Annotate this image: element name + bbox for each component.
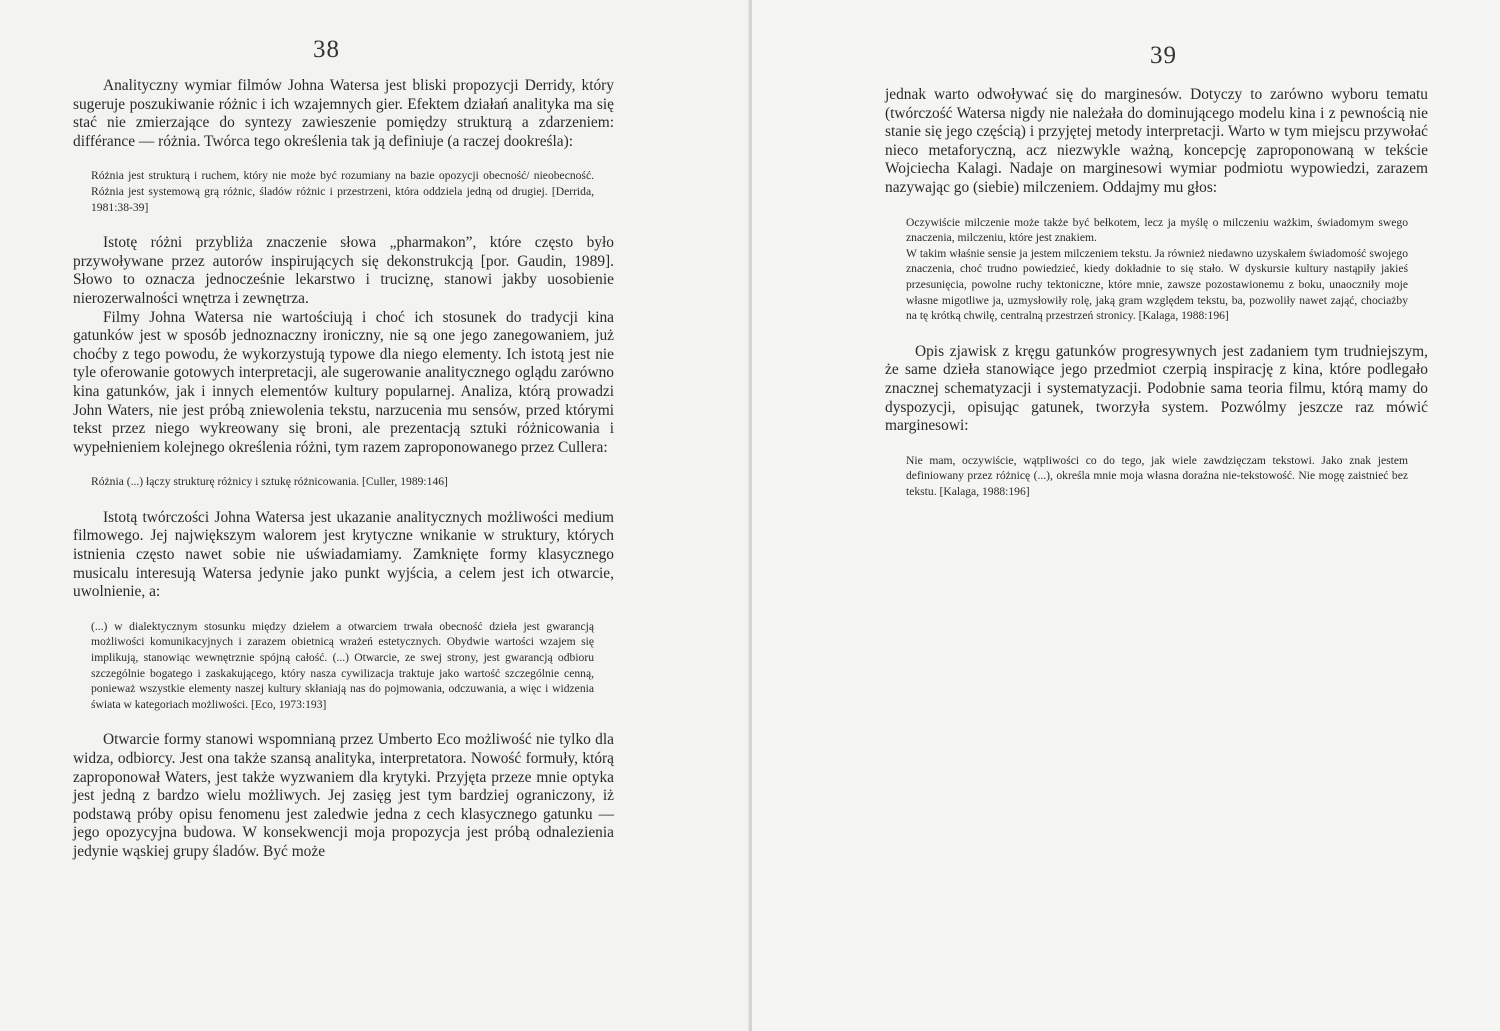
right-quote-kalaga-2-text: Nie mam, oczywiście, wątpliwości co do tego, jak wiele zawdzięczam tekstowi. Jako znak jestem definiowany przez różnicę (...), określa mnie moja własna doraźna nie-tekstowość. Nie mogę zaistnieć bez tekstu. [Kalaga, 1988:196] — [906, 453, 1408, 498]
left-paragraph-1: Analityczny wymiar filmów Johna Watersa jest bliski propozycji Derridy, który sugeruje poszukiwanie różnic i ich wzajemnych gier. Efektem działań analityka ma się stać nie zmierzające do syntezy zawieszenie pomiędzy strukturą a zdarzeniem: différance — różnia. Twórca tego określenia tak ją definiuje (a raczej dookreśla): — [73, 77, 614, 150]
left-paragraph-4: Istotą twórczości Johna Watersa jest ukazanie analitycznych możliwości medium filmowego. Jej największym walorem jest krytyczne wnikanie w struktury, których istnienia często nawet sobie nie uświadamiamy. Zamknięte formy klasycznego musicalu interesują Watersa jedynie jako punkt wyjścia, a celem jest ich otwarcie, uwolnienie, a: — [73, 508, 614, 601]
left-quote-culler — [73, 474, 614, 490]
left-quote-culler-text: Różnia (...) łączy strukturę różnicy i sztukę różnicowania. [Culler, 1989:146] — [91, 475, 448, 489]
page-number-left: 38 — [313, 36, 340, 63]
left-quote-eco-text: (...) w dialektycznym stosunku między dziełem a otwarciem trwała obecność dzieła jest gwarancją możliwości komunikacyjnych i zarazem obietnicą wrażeń estetycznych. Obydwie wartości wzajem się implikują, stanowiąc wewnętrznie spójną całość. (...) Otwarcie, ze swej strony, jest gwarancją odbioru szczególnie bogatego i zaskakującego, który nasza cywilizacja traktuje jako wartość szczególnie cenną, ponieważ wszystkie elementy naszej kultury skłaniają nas do pojmowania, odczuwania, a więc i widzenia świata w kategoriach możliwości. [Eco, 1973:193] — [91, 619, 594, 711]
right-page-content — [885, 86, 1428, 499]
right-quote-kalaga-1b: W takim właśnie sensie ja jestem milczeniem tekstu. Ja również niedawno uzyskałem świadomość swojego znaczenia, choć trudno powiedzieć, kiedy dokładnie to się stało. W dyskursie kultury nastąpiły jakieś przesunięcia, powolne ruchy tektoniczne, które mnie, zawsze pozostawionemu z boku, unaoczniły moje własne migotliwe ja, uzmysłowiły rolę, jaką gram względem tekstu, ba, pozwoliły nawet zająć, chociażby na tę krótką chwilę, centralną przestrzeń stronicy. [Kalaga, 1988:196] — [906, 246, 1408, 323]
page-number-right: 39 — [1150, 42, 1177, 69]
left-quote-derrida-text: Różnia jest strukturą i ruchem, który nie może być rozumiany na bazie opozycji obecność/ nieobecność. Różnia jest systemową grą różnic, śladów różnic i przestrzeni, która oddziela jedną od drugiej. [Derrida, 1981:38-39] — [91, 169, 594, 214]
left-paragraph-2: Istotę różni przybliża znaczenie słowa „pharmakon”, które często było przywoływane przez autorów inspirujących się dekonstrukcją [por. Gaudin, 1989]. Słowo to oznacza jednocześnie lekarstwo i truciznę, stanowi jakby uosobienie nierozerwalności wnętrza i zewnętrza. — [73, 234, 614, 307]
left-page-content — [73, 77, 614, 862]
right-quote-kalaga-1 — [885, 215, 1428, 324]
right-quote-kalaga-2 — [885, 453, 1428, 500]
left-quote-derrida — [73, 168, 614, 215]
right-page — [752, 0, 1500, 1031]
right-paragraph-1: jednak warto odwoływać się do marginesów. Dotyczy to zarówno wyboru tematu (twórczość Watersa nigdy nie należała do dominującego modelu kina i z pewnością nie stanie się jego częścią) i przyjętej metody interpretacji. Warto w tym miejscu przywołać nieco metaforyczną, acz niezwykle ważną, koncepcję zaproponowaną w tekście Wojciecha Kalagi. Nadaje on marginesowi wymiar podmiotu wypowiedzi, zarazem nazywając go (siebie) milczeniem. Oddajmy mu głos: — [885, 86, 1428, 196]
right-quote-kalaga-1a: Oczywiście milczenie może także być bełkotem, lecz ja myślę o milczeniu ważkim, świadomym swego znaczenia, milczeniu, które jest znakiem. — [906, 215, 1408, 245]
left-quote-eco — [73, 619, 614, 713]
left-paragraph-3: Filmy Johna Watersa nie wartościują i choć ich stosunek do tradycji kina gatunków jest w sposób jednoznaczny ironiczny, nie są one jego zanegowaniem, już choćby z tego powodu, że wykorzystują typowe dla niego elementy. Ich istotą jest nie tyle oferowanie gotowych interpretacji, ale sugerowanie analitycznego oglądu zarówno kina gatunków, jak i innych elementów kultury popularnej. Analiza, którą prowadzi John Waters, nie jest próbą zniewolenia tekstu, narzucenia mu sensów, przed którymi tekst przez niego wykreowany się broni, ale prezentacją sztuki różnicowania i wypełnieniem kolejnego określenia różni, tym razem zaproponowanego przez Cullera: — [73, 308, 614, 456]
left-paragraph-5: Otwarcie formy stanowi wspomnianą przez Umberto Eco możliwość nie tylko dla widza, odbiorcy. Jest ona także szansą analityka, interpretatora. Nowość formuły, którą zaproponował Waters, jest także wyzwaniem dla krytyki. Przyjęta przeze mnie optyka jest jedną z bardzo wielu możliwych. Jej zasięg jest tym bardziej ograniczony, iż podstawą próby opisu fenomenu jest zaledwie jedna z cech klasycznego gatunku — jego opozycyjna budowa. W konsekwencji moja propozycja jest próbą odnalezienia jedynie wąskiej grupy śladów. Być może — [73, 731, 614, 860]
right-paragraph-2: Opis zjawisk z kręgu gatunków progresywnych jest zadaniem tym trudniejszym, że same dzieła stanowiące jego przedmiot czerpią inspirację z kina, które podlegało znacznej schematyzacji i systematyzacji. Podobnie sama teoria filmu, którą mamy do dyspozycji, opisując gatunek, tworzyła system. Pozwólmy jeszcze raz mówić marginesowi: — [885, 342, 1428, 435]
